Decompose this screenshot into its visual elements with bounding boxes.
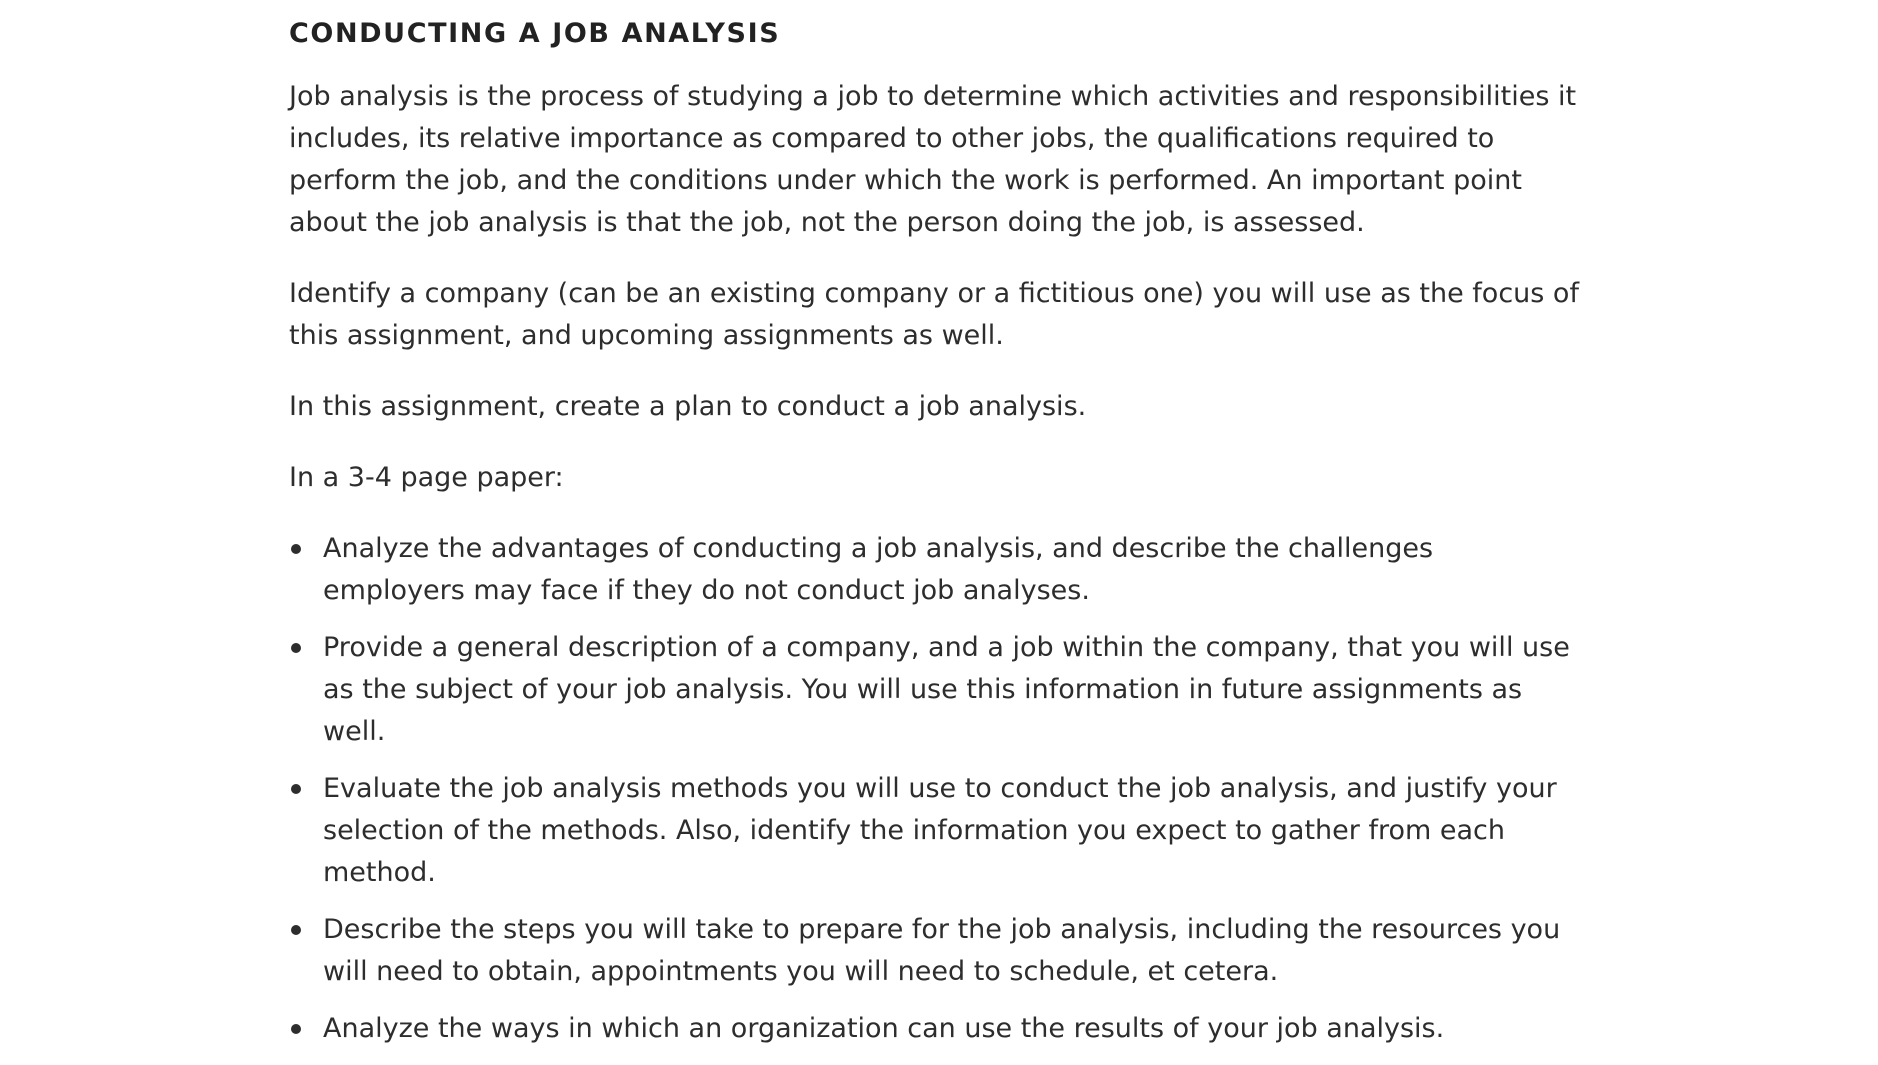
bullet-icon bbox=[291, 925, 301, 935]
list-item-text: Describe the steps you will take to prepare for the job analysis, including the resources you will need to obtain, appointments you will need to schedule, et cetera. bbox=[323, 914, 1561, 987]
list-item-text: Provide a general description of a company, and a job within the company, that you will use as the subject of your job analysis. You will use this information in future assignments as well. bbox=[323, 632, 1570, 747]
paragraph-paper-length: In a 3-4 page paper: bbox=[289, 462, 564, 493]
list-item bbox=[289, 1008, 1579, 1050]
requirements-list bbox=[289, 528, 1579, 1050]
list-item bbox=[289, 528, 1579, 612]
paragraph-intro: Job analysis is the process of studying a job to determine which activities and responsibilities it includes, its relative importance as compared to other jobs, the qualifications required to perform the job, and the conditions under which the work is performed. An important point about the job analysis is that the job, not the person doing the job, is assessed. bbox=[289, 81, 1577, 238]
page-title: CONDUCTING A JOB ANALYSIS bbox=[289, 18, 781, 49]
list-item bbox=[289, 768, 1579, 894]
list-item-text: Analyze the advantages of conducting a job analysis, and describe the challenges employers may face if they do not conduct job analyses. bbox=[323, 533, 1434, 606]
bullet-icon bbox=[291, 1024, 301, 1034]
assignment-document bbox=[289, 14, 1579, 1065]
paragraph-assignment: In this assignment, create a plan to conduct a job analysis. bbox=[289, 391, 1087, 422]
bullet-icon bbox=[291, 784, 301, 794]
list-item bbox=[289, 909, 1579, 993]
list-item bbox=[289, 627, 1579, 753]
paragraph-company: Identify a company (can be an existing company or a fictitious one) you will use as the focus of this assignment, and upcoming assignments as well. bbox=[289, 278, 1579, 351]
bullet-icon bbox=[291, 544, 301, 554]
list-item-text: Analyze the ways in which an organization can use the results of your job analysis. bbox=[323, 1013, 1445, 1044]
list-item-text: Evaluate the job analysis methods you will use to conduct the job analysis, and justify your selection of the methods. Also, identify the information you expect to gather from each method. bbox=[323, 773, 1557, 888]
bullet-icon bbox=[291, 643, 301, 653]
